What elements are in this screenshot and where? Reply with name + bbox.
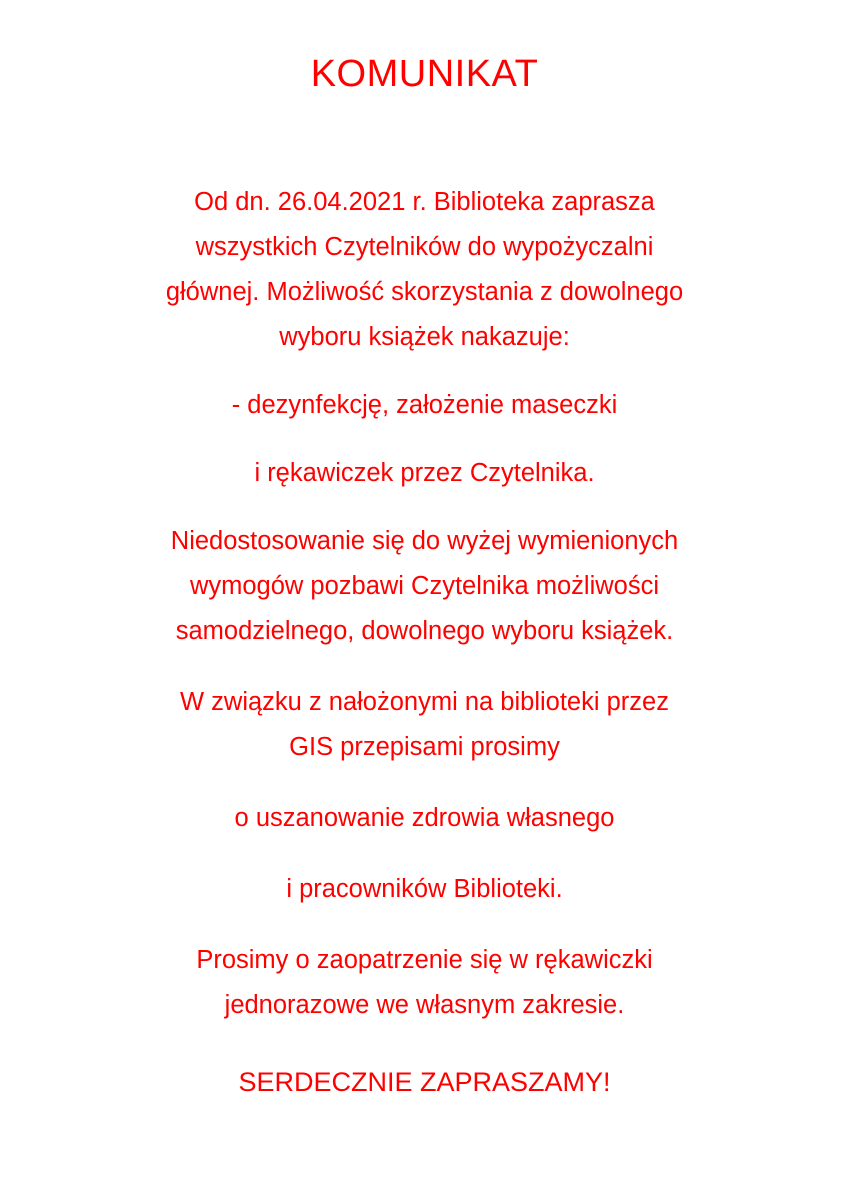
paragraph-disinfection [60,383,789,428]
notice-title: KOMUNIKAT [310,53,539,95]
paragraph-health [60,796,789,841]
text-line: GIS przepisami prosimy [289,733,560,761]
paragraph-own-gloves [60,938,789,1028]
text-line: jednorazowe we własnym zakresie. [224,991,625,1019]
paragraph-staff [60,867,789,912]
text-line: i pracowników Biblioteki. [286,875,563,903]
text-line: wymogów pozbawi Czytelnika możliwości [189,572,660,600]
text-line: Niedostosowanie się do wyżej wymienionych [170,527,679,555]
text-line: głównej. Możliwość skorzystania z dowolnego [165,278,684,306]
text-line: wyboru książek nakazuje: [279,323,570,351]
text-line: i rękawiczek przez Czytelnika. [254,459,595,487]
text-line: W związku z nałożonymi na biblioteki przez [180,688,669,716]
text-line: o uszanowanie zdrowia własnego [234,804,615,832]
text-line: Prosimy o zaopatrzenie się w rękawiczki [196,946,653,974]
closing-invitation: SERDECZNIE ZAPRASZAMY! [238,1067,611,1097]
text-line: wszystkich Czytelników do wypożyczalni [195,233,654,261]
notice-body [60,180,789,1028]
text-line: samodzielnego, dowolnego wyboru książek. [175,617,674,645]
paragraph-gloves [60,451,789,496]
text-line: Od dn. 26.04.2021 r. Biblioteka zaprasza [194,188,655,216]
paragraph-opening [60,180,789,360]
paragraph-gis [60,680,789,770]
paragraph-noncompliance [60,519,789,654]
text-line: - dezynfekcję, założenie maseczki [231,391,618,419]
